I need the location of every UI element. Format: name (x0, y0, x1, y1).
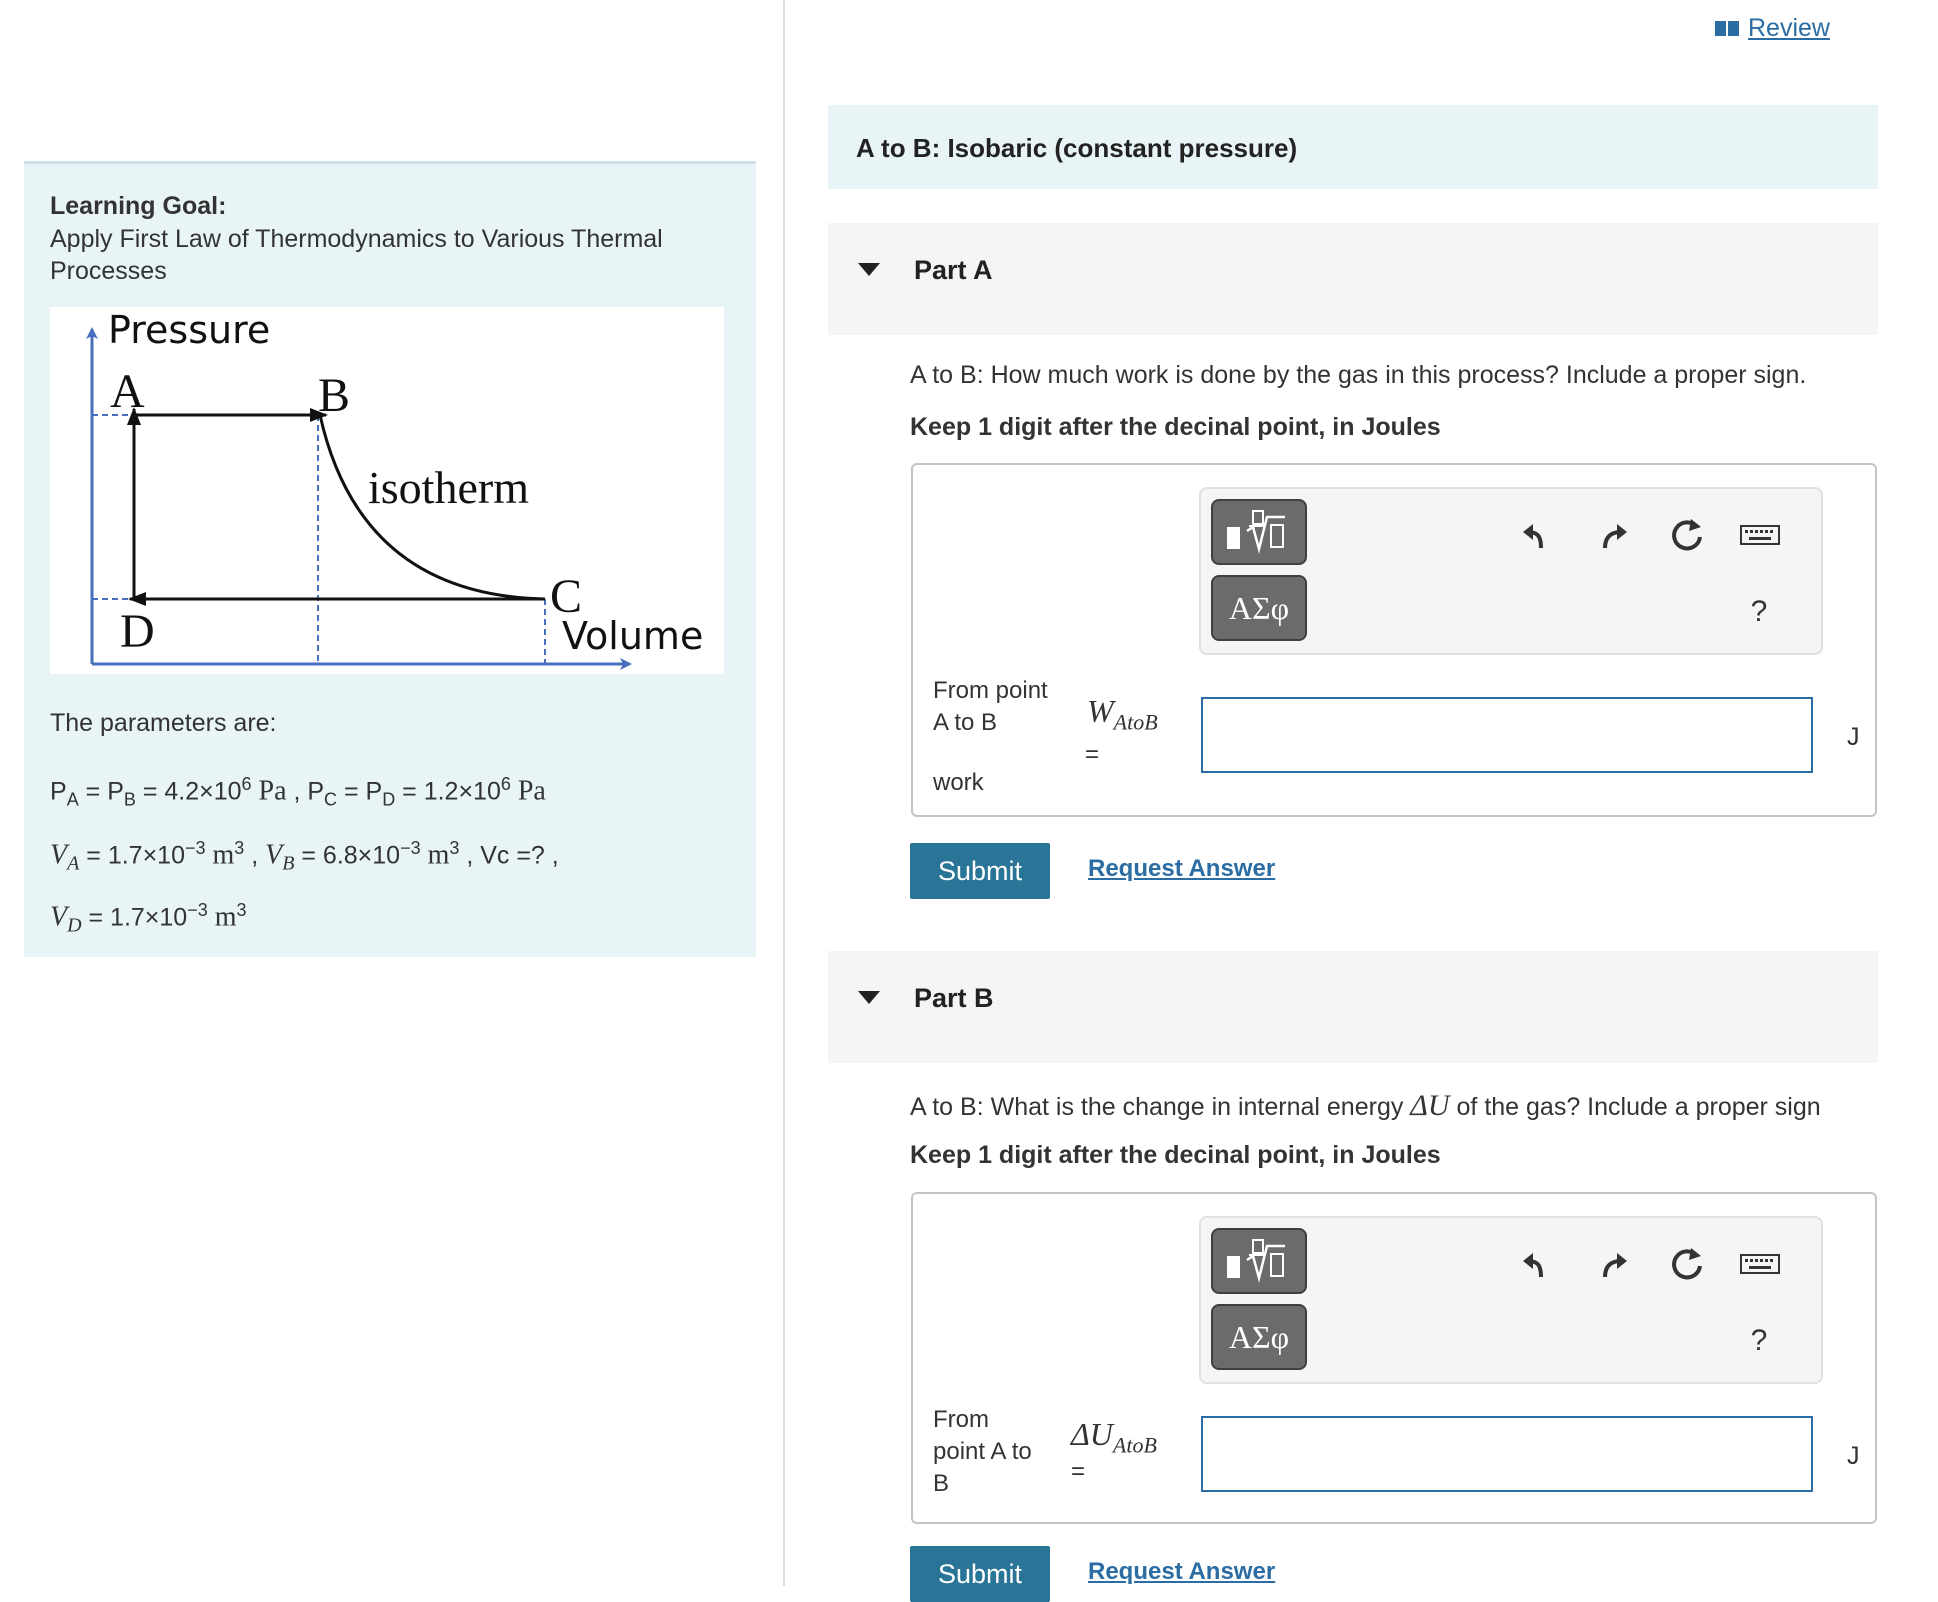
redo-icon[interactable] (1593, 1244, 1633, 1284)
reset-icon[interactable] (1667, 515, 1707, 555)
answer-label-line3: B (933, 1470, 950, 1497)
learning-goal-title: Learning Goal: (50, 192, 227, 220)
part-b-header[interactable] (828, 951, 1878, 1063)
part-a-answer-box (911, 463, 1877, 817)
answer-input[interactable] (1201, 697, 1813, 773)
pressure-parameters: $P_A = P_B = 4.2\times 10^6$ Pa , $P_C = P_D = 1.2\times 10^6$ Pa (50, 774, 546, 810)
part-a-instruction: Keep 1 digit after the decinal point, in Joules (910, 413, 1441, 441)
collapse-triangle-icon[interactable] (858, 263, 880, 276)
x-axis-label: Volume (562, 614, 704, 658)
part-a-title: Part A (914, 255, 993, 285)
answer-label-line3: work (933, 769, 984, 796)
submit-button[interactable]: Submit (910, 1546, 1050, 1602)
request-answer-link[interactable]: Request Answer (1088, 855, 1276, 882)
part-b-instruction: Keep 1 digit after the decinal point, in Joules (910, 1141, 1441, 1169)
collapse-triangle-icon[interactable] (858, 991, 880, 1004)
keyboard-icon[interactable] (1739, 515, 1781, 555)
undo-icon[interactable] (1519, 515, 1559, 555)
answer-label-line1: From (933, 1406, 989, 1433)
answer-variable: $W_{AtoB}$ (1087, 693, 1158, 735)
redo-icon[interactable] (1593, 515, 1633, 555)
submit-button[interactable]: Submit (910, 843, 1050, 899)
undo-icon[interactable] (1519, 1244, 1559, 1284)
answer-unit: J (1847, 1442, 1860, 1470)
isotherm-label: isotherm (368, 462, 529, 513)
pv-diagram (50, 307, 724, 674)
section-header (828, 105, 1878, 189)
part-a-question: A to B: How much work is done by the gas in this process? Include a proper sign. (910, 361, 1807, 389)
part-a-header[interactable] (828, 223, 1878, 335)
part-b-title: Part B (914, 983, 994, 1013)
answer-input[interactable] (1201, 1416, 1813, 1492)
request-answer-link[interactable]: Request Answer (1088, 1558, 1276, 1585)
review-link[interactable] (1714, 14, 1830, 43)
math-toolbar (1199, 1216, 1823, 1384)
help-button[interactable]: ? (1750, 595, 1768, 628)
section-title: A to B: Isobaric (constant pressure) (856, 133, 1298, 163)
answer-equals: = (1071, 1458, 1086, 1485)
symbols-button[interactable]: ΑΣφ (1211, 575, 1307, 641)
point-c-label: C (550, 570, 583, 623)
answer-label-line2: A to B (933, 709, 998, 736)
answer-equals: = (1085, 741, 1100, 768)
point-a-label: A (110, 365, 145, 418)
y-axis-label: Pressure (108, 308, 271, 352)
column-divider (783, 0, 785, 1586)
pv-diagram-svg (50, 307, 724, 674)
volume-d-parameter: $V_D = 1.7\times 10^{-3}$ $m^3$ (50, 900, 247, 937)
fraction-root-icon (1213, 1230, 1305, 1292)
point-d-label: D (120, 605, 155, 658)
keyboard-icon[interactable] (1739, 1244, 1781, 1284)
symbols-button[interactable]: ΑΣφ (1211, 1304, 1307, 1370)
help-button[interactable]: ? (1750, 1324, 1768, 1357)
book-icon (1714, 19, 1740, 37)
answer-variable: $\Delta U_{AtoB}$ (1071, 1416, 1157, 1458)
learning-goal-text: Apply First Law of Thermodynamics to Various Thermal Processes (50, 225, 663, 285)
answer-label-line2: point A to (933, 1438, 1032, 1465)
answer-label-line1: From point (933, 677, 1048, 704)
answer-unit: J (1847, 723, 1860, 751)
templates-button[interactable] (1211, 1228, 1307, 1294)
math-toolbar (1199, 487, 1823, 655)
review-link-label[interactable]: Review (1748, 14, 1830, 42)
learning-goal-panel (24, 161, 756, 957)
part-b-question: A to B: What is the change in internal energy ΔU of the gas? Include a proper sign (910, 1089, 1821, 1122)
point-b-label: B (318, 369, 351, 422)
volume-parameters: $V_A = 1.7\times 10^{-3}$ $m^3$ , $V_B = 6.8\times 10^{-3}$ $m^3$ , Vc =? , (50, 838, 559, 875)
templates-button[interactable] (1211, 499, 1307, 565)
part-b-answer-box (911, 1192, 1877, 1524)
reset-icon[interactable] (1667, 1244, 1707, 1284)
fraction-root-icon (1213, 501, 1305, 563)
parameters-intro: The parameters are: (50, 709, 277, 737)
